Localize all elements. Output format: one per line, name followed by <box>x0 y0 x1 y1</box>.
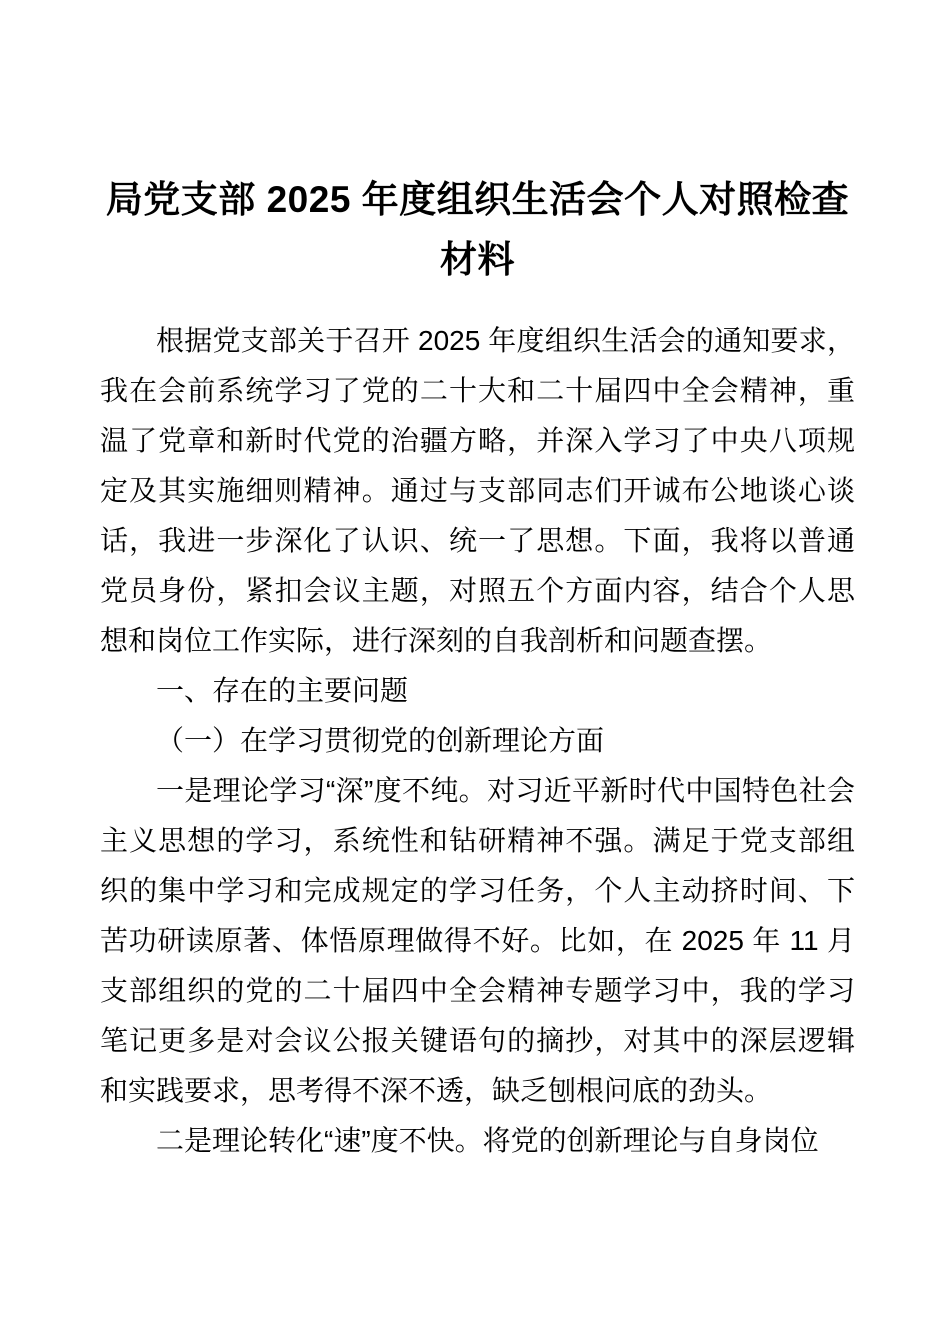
document-body <box>100 316 855 1166</box>
paragraph: 二是理论转化“速”度不快。将党的创新理论与自身岗位 <box>156 1125 819 1156</box>
paragraph: 一是理论学习“深”度不纯。对习近平新时代中国特色社会主义思想的学习，系统性和钻研精神不强。满足于党支部组织的集中学习和完成规定的学习任务，个人主动挤时间、下苦功研读原著、体悟原理做得不好。比如，在 2025 年 11 月支部组织的党的二十届四中全会精神专题学习中，我的学习笔记更多是对会议公报关键语句的摘抄，对其中的深层逻辑和实践要求，思考得不深不透，缺乏刨根问底的劲头。 <box>100 775 855 1106</box>
document-title: 局党支部 2025 年度组织生活会个人对照检查材料 <box>105 179 850 280</box>
paragraph: 根据党支部关于召开 2025 年度组织生活会的通知要求，我在会前系统学习了党的二十大和二十届四中全会精神，重温了党章和新时代党的治疆方略，并深入学习了中央八项规定及其实施细则精神。通过与支部同志们开诚布公地谈心谈话，我进一步深化了认识、统一了思想。下面，我将以普通党员身份，紧扣会议主题，对照五个方面内容，结合个人思想和岗位工作实际，进行深刻的自我剖析和问题查摆。 <box>100 325 855 656</box>
heading-1: 一、存在的主要问题 <box>156 675 409 706</box>
heading-2: （一）在学习贯彻党的创新理论方面 <box>156 725 605 756</box>
